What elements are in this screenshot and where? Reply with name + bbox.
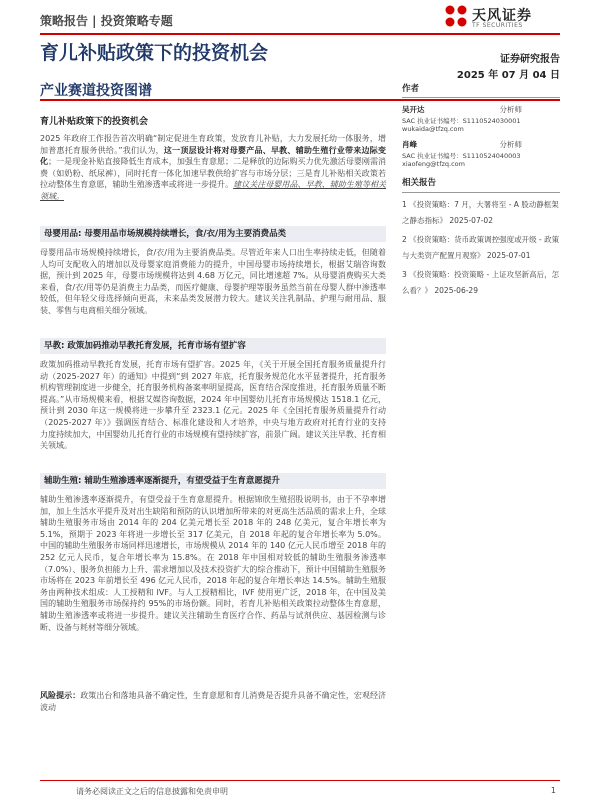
related-title: 相关报告 (402, 178, 437, 188)
author-card (402, 139, 560, 168)
intro-text-2: ；一是现金补贴直接降低生育成本，加强生育意愿；二是释放的边际购买力优先激活母婴刚需消费（如奶粉、纸尿裤），同时托育一体化加速早教供给扩容与市场分层；三是育儿补贴相关政策若拉动整体生育意愿，辅助生殖渗透率或将进一步提升。 (40, 157, 387, 190)
section-title: 育儿补贴政策下的投资机会 (40, 117, 149, 127)
report-date: 2025 年 07 月 04 日 (456, 70, 560, 81)
intro-paragraph (40, 133, 386, 203)
tf-logo-icon (444, 4, 468, 28)
author-role: 分析师 (499, 105, 522, 114)
author-name: 吴开达 (402, 105, 425, 114)
related-report-item[interactable]: 2 《投资策略：货币政策调控强度或开级 - 政策与大类资产配置月观察》 2025-07-01 (402, 235, 560, 260)
report-subtitle: 产业赛道投资图谱 (40, 83, 152, 99)
authors-section (402, 82, 560, 168)
brand-logo (444, 4, 564, 30)
section-body-maternal: 母婴用品市场规模持续增长，食/衣/用为主要消费品类。尽管近年来人口出生率持续走低，但随着人均可支配收入的增加以及母婴家庭消费能力的提升，中国母婴市场持续增长，根据艾瑞咨询数据，预计到 2025 年，母婴市场规模将达到 4.68 万亿元，同比增速超 7%。从母婴消费购买大类来看，食/衣/用等仍是消费主力品类，而医疗健康、母婴护理等服务虽然当前在母婴人群中渗透率较低，但年轻父母选择倾向更高，未来品类发展潜力较大。建议关注乳制品、护理与耐用品、服装、零售与电商相关细分领域。 (40, 248, 386, 315)
section-header-early-edu: 早教: 政策加码推动早教托育发展，托育市场有望扩容 (40, 338, 386, 354)
section-body-art: 辅助生殖渗透率逐渐提升，有望受益于生育意愿提升。根据锦欣生殖招股说明书，由于不孕率增加，加上生活水平提升及对出生缺陷和预防的认识增加所带来的对更高生活品质的需求上升，全球辅助生殖服务市场由 2014 年的 204 亿美元增长至 2018 年的 248 亿美元，复合年增长率为 5.1%，预期于 2023 年将进一步增长至 317 亿美元，自 2018 年起的复合年增长率为 5.0%。中国的辅助生殖服务市场同样迅速增长，市场规模从 2014 年的 140 亿元人民币增至 2018 年的 252 亿元人民币，复合年增长率为 15.8%。在 2018 年中国相对较低的辅助生殖服务渗透率（7.0%）、服务负担能力上升、需求增加以及技术投资扩大的综合推动下，预计中国辅助生殖服务市场将在 2023 年前增长至 496 亿元人民币，2018 年起的复合年增长率达 14.5%。辅助生殖服务由两种技术组成：人工授精和 IVF。与人工授精相比，IVF 使用更广泛，2018 年，在中国及美国的辅助生殖服务市场保持约 95%的市场份额。同时，若育儿补贴相关政策拉动整体生育意愿，辅助生殖渗透率或将进一步提升。建议关注辅助生育医疗合作、药品与试剂供应、基因检测与诊断、设备与耗材等细分领域。 (40, 495, 386, 632)
section-header-maternal: 母婴用品: 母婴用品市场规模持续增长，食/衣/用为主要消费品类 (40, 226, 386, 242)
author-cert: SAC 执业证书编号：S1110524030001 (402, 117, 521, 125)
logo-text-cn: 天风证券 (472, 8, 532, 24)
related-report-item[interactable]: 3 《投资策略：投资策略 - 上证攻坚新高后，怎么看？》 2025-06-29 (402, 270, 560, 295)
authors-title: 作者 (402, 84, 420, 94)
related-reports-section (402, 177, 560, 298)
author-cert: SAC 执业证书编号：S1110524040003 (402, 152, 521, 160)
related-report-item[interactable]: 1 《投资策略：7 月，大署将至 - A 股动静框架之静态指标》 2025-07-02 (402, 200, 559, 225)
risk-text: 政策出台和落地具备不确定性，生育意愿和育儿消费是否提升具备不确定性，宏观经济波动 (40, 691, 387, 712)
author-role: 分析师 (499, 140, 522, 149)
risk-label: 风险提示： (40, 691, 81, 700)
footer-notice: 请务必阅读正文之后的信息披露和免责申明 (76, 787, 228, 796)
intro-text-bold: 这一顶层设计将对母婴产品、早教、辅助生殖行业带来边际变化 (40, 145, 386, 167)
report-type: 证券研究报告 (500, 54, 560, 65)
author-name: 肖峰 (402, 140, 417, 149)
section-body-early-edu: 政策加码推动早教托育发展，托育市场有望扩容。2025 年，《关于开展全国托育服务质量提升行动（2025-2027 年）的通知》中提到“到 2027 年底，托育服务规范化水平显著提升，托育服务机构管理制度进一步健全，托育服务机构备案率明显提高，医育结合深度推进，托育服务质量不断提高。”从市场规模来看，根据艾媒咨询数据，2024 年中国婴幼儿托育市场规模达 1518.1 亿元，预计到 2030 年这一规模将进一步攀升至 2323.1 亿元。2025 年《全国托育服务质量提升行动（2025-2027 年）》强调医育结合、标准化建设和人才培养，中央与地方政府对托育行业的支持力度持续加大，中国婴幼儿托育行业的市场规模有望持续扩容，前景广阔。建议关注早教、托育相关领域。 (40, 360, 386, 451)
intro-text-1: 2025 年政府工作报告首次明确“制定促进生育政策，发放育儿补贴，大力发展托幼一体服务，增加普惠托育服务供给。”我们认为， (40, 134, 386, 155)
author-email[interactable]: wukaida@tfzq.com (402, 125, 464, 133)
header-divider (40, 33, 560, 35)
logo-text-en: TF SECURITIES (472, 22, 523, 29)
page-number: 1 (550, 786, 556, 795)
section-header-art: 辅助生殖: 辅助生殖渗透率逐渐提升，有望受益于生育意愿提升 (40, 473, 386, 489)
author-email[interactable]: xiaofeng@tfzq.com (402, 160, 465, 168)
report-category: 策略报告 | 投资策略专题 (40, 14, 173, 28)
risk-warning (40, 690, 386, 713)
intro-text-italic: 建议关注母婴用品、早教、辅助生殖等相关领域。 (40, 180, 386, 201)
related-divider (402, 192, 560, 193)
author-card (402, 104, 560, 133)
footer-divider (40, 780, 560, 781)
authors-divider (402, 97, 560, 98)
report-title: 育儿补贴政策下的投资机会 (40, 42, 269, 64)
